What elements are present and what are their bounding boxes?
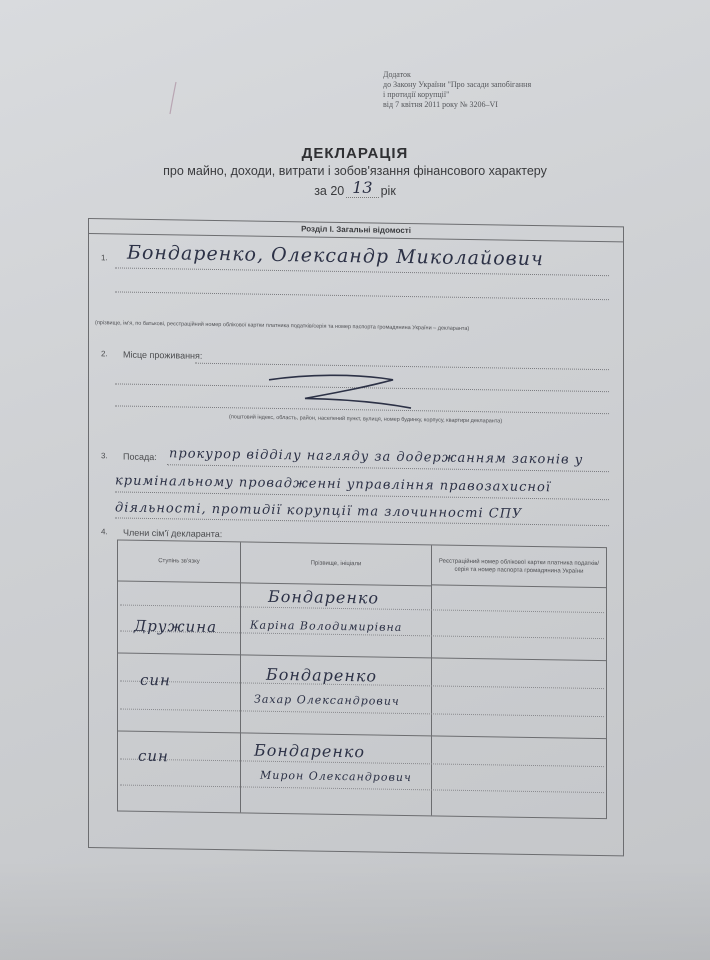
position-line-2: кримінальному провадженні управління правозахисної xyxy=(115,473,551,496)
column-divider xyxy=(431,585,432,815)
member-relation: Дружина xyxy=(134,616,218,637)
member-surname: Бондаренко xyxy=(268,586,380,608)
row-line xyxy=(120,785,604,794)
appendix-note xyxy=(383,70,531,110)
member-names: Каріна Володимирівна xyxy=(250,618,403,634)
header-relation: Ступінь зв'язку xyxy=(118,540,241,583)
member-names: Захар Олександрович xyxy=(254,692,400,708)
appendix-line: Додаток xyxy=(383,70,411,79)
item2-label: Місце проживання: xyxy=(123,349,203,361)
position-line-3: діяльності, протидії корупції та злочинності СПУ xyxy=(115,500,523,522)
item2-line xyxy=(195,363,609,371)
header-name: Прізвище, ініціали xyxy=(241,542,432,586)
declarant-name: Бондаренко, Олександр Миколайович xyxy=(127,241,544,271)
column-divider xyxy=(240,582,241,812)
row-divider xyxy=(118,730,606,739)
item1-caption: (прізвище, ім'я, по батькові, реєстраційний номер облікової картки платника податків/серія та номер паспорта громадянина України – декларанта) xyxy=(95,320,470,332)
member-relation: син xyxy=(140,670,171,690)
member-relation: син xyxy=(138,746,169,766)
item3-label: Посада: xyxy=(123,451,157,463)
item2-caption: (поштовий індекс, область, район, населений пункт, вулиця, номер будинку, корпусу, квартири декларанта) xyxy=(229,414,503,425)
appendix-line: і протидії корупції" xyxy=(383,90,450,99)
row-divider xyxy=(118,652,606,661)
position-line-1: прокурор відділу нагляду за додержанням законів у xyxy=(169,446,584,468)
document-subtitle: про майно, доходи, витрати і зобов'язання фінансового характеру xyxy=(163,164,547,178)
item1-line xyxy=(115,291,609,300)
item4-number: 4. xyxy=(101,527,108,537)
member-surname: Бондаренко xyxy=(254,740,366,762)
section-frame xyxy=(88,218,624,856)
year-prefix: за 20 xyxy=(314,184,345,198)
item2-number: 2. xyxy=(101,349,108,359)
member-surname: Бондаренко xyxy=(266,664,378,686)
header-id: Реєстраційний номер облікової картки платника податків/ серія та номер паспорта громадянина України xyxy=(432,545,606,588)
year-suffix: рік xyxy=(380,184,396,198)
year-handwritten: 13 xyxy=(346,178,378,198)
appendix-line: до Закону України "Про засади запобігання xyxy=(383,80,532,89)
member-names: Мирон Олександрович xyxy=(260,768,412,785)
address-strikeout xyxy=(265,370,415,412)
appendix-line: від 7 квітня 2011 року № 3206–VI xyxy=(383,100,498,109)
item1-number: 1. xyxy=(101,253,108,263)
page-shadow xyxy=(0,860,710,960)
reporting-year xyxy=(0,180,710,200)
document-title: ДЕКЛАРАЦІЯ xyxy=(301,145,409,162)
item4-label: Члени сім'ї декларанта: xyxy=(123,527,223,540)
item3-number: 3. xyxy=(101,451,108,461)
row-line xyxy=(120,709,604,718)
pen-mark xyxy=(160,78,190,118)
section-title: Розділ І. Загальні відомості xyxy=(89,219,623,242)
family-table xyxy=(117,539,607,819)
